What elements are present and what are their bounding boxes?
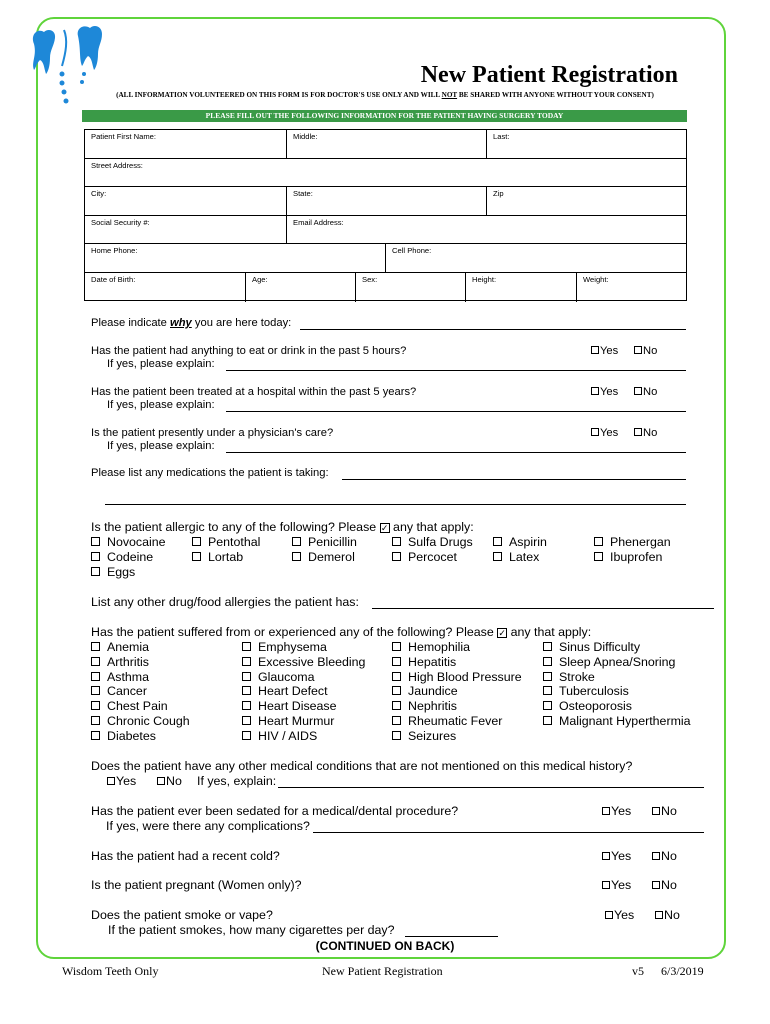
condition-option[interactable]: Sleep Apnea/Snoring (543, 655, 691, 670)
checkbox-icon (634, 387, 642, 395)
checkbox-icon (392, 686, 401, 695)
condition-option[interactable]: Emphysema (242, 640, 365, 655)
cigarettes-input[interactable] (405, 936, 498, 937)
allergy-option[interactable]: Penicillin (292, 535, 357, 549)
city-field[interactable]: City: (91, 189, 107, 199)
physician-explain-input[interactable] (226, 452, 686, 453)
eat-drink-no[interactable]: No (634, 345, 657, 357)
checkbox-icon (192, 537, 201, 546)
condition-option[interactable]: Chest Pain (91, 699, 190, 714)
allergy-option[interactable]: Codeine (91, 550, 153, 564)
allergy-option[interactable]: Lortab (192, 550, 243, 564)
footer-version: v5 (632, 964, 644, 978)
checkbox-icon (91, 686, 100, 695)
checkbox-icon (594, 537, 603, 546)
allergy-option[interactable]: Eggs (91, 565, 135, 579)
sedated-question: Has the patient ever been sedated for a medical/dental procedure? (91, 804, 459, 818)
street-address-field[interactable]: Street Address: (91, 160, 143, 170)
checkbox-icon (591, 428, 599, 436)
checkbox-icon (543, 701, 552, 710)
checkbox-icon (157, 777, 165, 785)
explain-label: If yes, explain: (197, 774, 277, 788)
last-name-field[interactable]: Last: (486, 130, 688, 158)
allergy-option[interactable]: Latex (493, 550, 539, 564)
hospital-explain-input[interactable] (226, 411, 686, 412)
condition-option[interactable]: Malignant Hyperthermia (543, 714, 691, 729)
pregnant-question: Is the patient pregnant (Women only)? (91, 878, 302, 892)
allergy-option[interactable]: Phenergan (594, 535, 671, 549)
checkbox-icon (242, 642, 251, 651)
condition-option[interactable]: Jaundice (392, 684, 522, 699)
checkbox-icon (192, 552, 201, 561)
condition-option[interactable]: Anemia (91, 640, 190, 655)
table-row (85, 244, 686, 273)
condition-option[interactable]: Stroke (543, 670, 691, 685)
checkbox-icon (493, 537, 502, 546)
checkbox-icon (392, 731, 401, 740)
continued-on-back: (CONTINUED ON BACK) (315, 939, 455, 953)
condition-option[interactable]: Osteoporosis (543, 699, 691, 714)
eat-drink-question: Has the patient had anything to eat or drink in the past 5 hours? (91, 345, 407, 357)
checkbox-icon (242, 686, 251, 695)
checkbox-icon (602, 807, 610, 815)
checkbox-icon (655, 911, 663, 919)
condition-option[interactable]: Chronic Cough (91, 714, 190, 729)
checkbox-icon (392, 672, 401, 681)
checkbox-icon (392, 537, 401, 546)
instruction-banner: PLEASE FILL OUT THE FOLLOWING INFORMATION FOR THE PATIENT HAVING SURGERY TODAY (82, 110, 687, 122)
cold-question: Has the patient had a recent cold? (91, 849, 280, 863)
checkbox-icon (292, 552, 301, 561)
checkbox-icon (91, 716, 100, 725)
footer-left: Wisdom Teeth Only (62, 964, 159, 978)
checkbox-icon (652, 881, 660, 889)
allergy-option[interactable]: Pentothal (192, 535, 260, 549)
conditions-column-2 (242, 640, 365, 744)
checkbox-icon (91, 552, 100, 561)
checkbox-icon (602, 881, 610, 889)
allergy-option[interactable]: Ibuprofen (594, 550, 662, 564)
explain-label: If yes, please explain: (107, 358, 215, 370)
conditions-column-3 (392, 640, 522, 744)
checkbox-icon (543, 716, 552, 725)
condition-option[interactable]: Glaucoma (242, 670, 365, 685)
checkbox-icon (543, 686, 552, 695)
checkbox-icon (242, 672, 251, 681)
pregnant-yes[interactable]: Yes (602, 878, 631, 892)
pregnant-no[interactable]: No (652, 878, 677, 892)
checkbox-icon (602, 852, 610, 860)
condition-option[interactable]: Excessive Bleeding (242, 655, 365, 670)
checkbox-icon (91, 701, 100, 710)
checkbox-icon (91, 657, 100, 666)
cold-yes[interactable]: Yes (602, 849, 631, 863)
sex-field[interactable]: Sex: (355, 273, 465, 302)
other-conditions-explain-input[interactable] (278, 787, 704, 788)
eat-drink-explain-input[interactable] (226, 370, 686, 371)
other-allergies-label: List any other drug/food allergies the patient has: (91, 595, 359, 609)
condition-option[interactable]: Seizures (392, 729, 522, 744)
page-title: New Patient Registration (420, 62, 678, 88)
age-field[interactable]: Age: (245, 273, 355, 302)
checkbox-icon (91, 731, 100, 740)
ssn-field[interactable]: Social Security #: (91, 217, 150, 227)
explain-label: If yes, please explain: (107, 440, 215, 452)
conditions-column-1 (91, 640, 190, 744)
other-allergies-input[interactable] (372, 608, 714, 609)
table-row (85, 159, 686, 188)
physician-yes[interactable]: Yes (591, 427, 618, 439)
patient-info-table (84, 129, 687, 301)
checkmark-icon: ✓ (380, 523, 389, 533)
middle-name-field[interactable]: Middle: (286, 130, 486, 158)
checkbox-icon (392, 701, 401, 710)
condition-option[interactable]: Heart Disease (242, 699, 365, 714)
checkbox-icon (392, 642, 401, 651)
condition-option[interactable]: Hemophilia (392, 640, 522, 655)
smoke-question: Does the patient smoke or vape? (91, 908, 273, 922)
checkbox-icon (392, 657, 401, 666)
other-conditions-question: Does the patient have any other medical conditions that are not mentioned on this medical history? (91, 759, 633, 773)
condition-option[interactable]: HIV / AIDS (242, 729, 365, 744)
why-here-input[interactable] (300, 329, 686, 330)
conditions-intro: Has the patient suffered from or experienced any of the following? Please ✓ any that apply: (91, 625, 592, 639)
checkbox-icon (591, 346, 599, 354)
condition-option[interactable]: Diabetes (91, 729, 190, 744)
checkbox-icon (292, 537, 301, 546)
checkbox-icon (591, 387, 599, 395)
smoke-no[interactable]: No (655, 908, 680, 922)
checkbox-icon (91, 567, 100, 576)
disclaimer: (ALL INFORMATION VOLUNTEERED ON THIS FORM IS FOR DOCTOR'S USE ONLY AND WILL NOT BE SHARED WITH ANYONE WITHOUT YOUR CONSENT) (116, 91, 654, 99)
checkbox-icon (392, 716, 401, 725)
footer-center: New Patient Registration (322, 964, 443, 978)
home-phone-field[interactable]: Home Phone: (91, 246, 138, 256)
checkbox-icon (242, 701, 251, 710)
allergy-option[interactable]: Demerol (292, 550, 355, 564)
table-row (85, 273, 686, 302)
cigarettes-question: If the patient smokes, how many cigarettes per day? (108, 923, 395, 937)
checkbox-icon (107, 777, 115, 785)
medications-input[interactable] (342, 479, 686, 480)
zip-field[interactable]: Zip (486, 187, 688, 215)
height-field[interactable]: Height: (465, 273, 576, 302)
checkbox-icon (91, 642, 100, 651)
checkbox-icon (652, 807, 660, 815)
checkbox-icon (242, 731, 251, 740)
hospital-yes[interactable]: Yes (591, 386, 618, 398)
medications-question: Please list any medications the patient is taking: (91, 467, 329, 479)
cell-phone-field[interactable]: Cell Phone: (385, 244, 688, 272)
allergy-option[interactable]: Novocaine (91, 535, 166, 549)
checkbox-icon (594, 552, 603, 561)
conditions-column-4 (543, 640, 691, 729)
condition-option[interactable]: Arthritis (91, 655, 190, 670)
condition-option[interactable]: Hepatitis (392, 655, 522, 670)
checkbox-icon (634, 428, 642, 436)
table-row (85, 187, 686, 216)
dob-field[interactable]: Date of Birth: (91, 275, 136, 284)
checkbox-icon (91, 537, 100, 546)
checkbox-icon (605, 911, 613, 919)
condition-option[interactable]: Tuberculosis (543, 684, 691, 699)
physician-question: Is the patient presently under a physician's care? (91, 427, 334, 439)
checkmark-icon: ✓ (498, 628, 506, 638)
checkbox-icon (493, 552, 502, 561)
checkbox-icon (91, 672, 100, 681)
checkbox-icon (652, 852, 660, 860)
checkbox-icon (242, 716, 251, 725)
footer-date: 6/3/2019 (661, 964, 704, 978)
condition-option[interactable]: Asthma (91, 670, 190, 685)
physician-no[interactable]: No (634, 427, 657, 439)
checkbox-icon (634, 346, 642, 354)
condition-option[interactable]: High Blood Pressure (392, 670, 522, 685)
allergies-intro: Is the patient allergic to any of the following? Please ✓ any that apply: (91, 520, 474, 534)
other-conditions-no[interactable]: No (157, 774, 182, 788)
checkbox-icon (543, 657, 552, 666)
medications-input-line2[interactable] (105, 504, 686, 505)
checkbox-icon (543, 642, 552, 651)
allergy-option[interactable]: Aspirin (493, 535, 547, 549)
hospital-no[interactable]: No (634, 386, 657, 398)
condition-option[interactable]: Heart Defect (242, 684, 365, 699)
checkbox-icon (543, 672, 552, 681)
checkbox-icon (242, 657, 251, 666)
complications-question: If yes, were there any complications? (106, 819, 310, 833)
allergy-option[interactable]: Sulfa Drugs (392, 535, 473, 549)
sedated-yes[interactable]: Yes (602, 804, 631, 818)
weight-field[interactable]: Weight: (576, 273, 688, 302)
sedated-no[interactable]: No (652, 804, 677, 818)
table-row (85, 130, 686, 159)
first-name-field[interactable]: Patient First Name: (91, 132, 156, 141)
smoke-yes[interactable]: Yes (605, 908, 634, 922)
complications-input[interactable] (313, 832, 704, 833)
other-conditions-yes[interactable]: Yes (107, 774, 136, 788)
condition-option[interactable]: Sinus Difficulty (543, 640, 691, 655)
checkbox-icon (392, 552, 401, 561)
condition-option[interactable]: Nephritis (392, 699, 522, 714)
condition-option[interactable]: Cancer (91, 684, 190, 699)
condition-option[interactable]: Rheumatic Fever (392, 714, 522, 729)
cold-no[interactable]: No (652, 849, 677, 863)
why-here-label: Please indicate why you are here today: (91, 317, 292, 329)
eat-drink-yes[interactable]: Yes (591, 345, 618, 357)
condition-option[interactable]: Heart Murmur (242, 714, 365, 729)
email-field[interactable]: Email Address: (286, 216, 688, 244)
state-field[interactable]: State: (286, 187, 486, 215)
hospital-question: Has the patient been treated at a hospital within the past 5 years? (91, 386, 417, 398)
explain-label: If yes, please explain: (107, 399, 215, 411)
table-row (85, 216, 686, 245)
allergy-option[interactable]: Percocet (392, 550, 457, 564)
